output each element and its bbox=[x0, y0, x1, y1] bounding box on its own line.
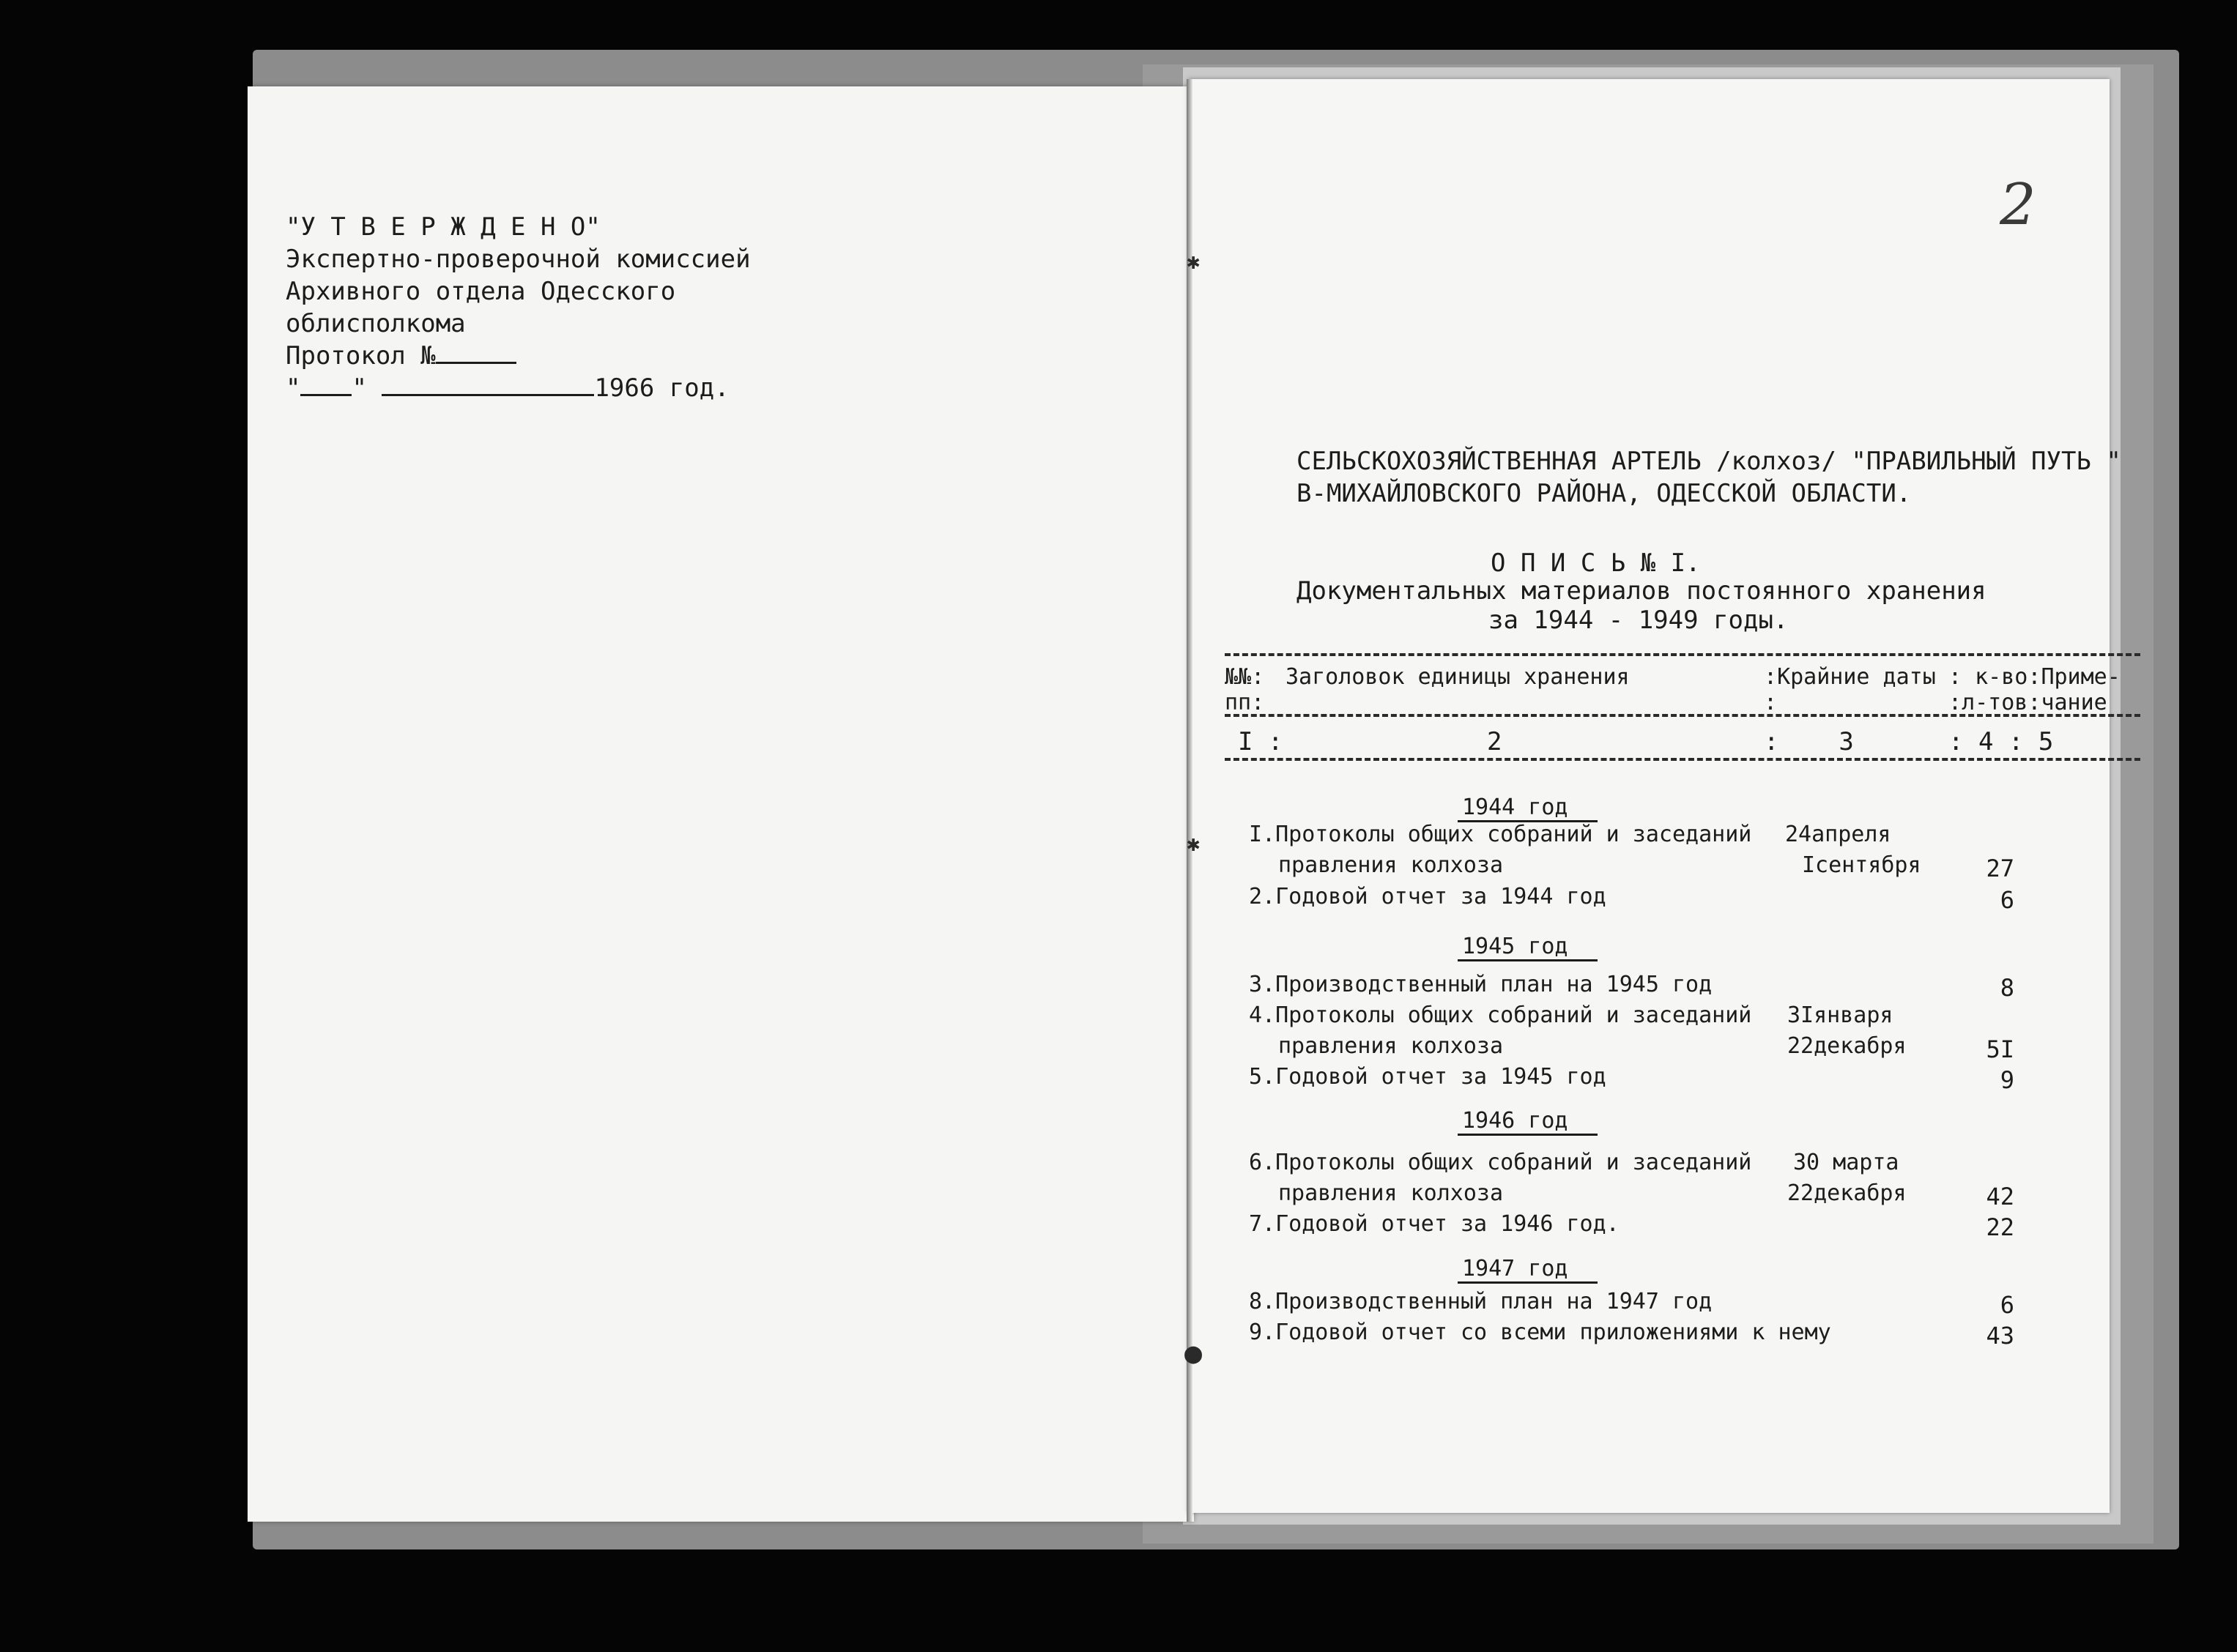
protocol-label: Протокол № bbox=[286, 341, 436, 371]
row-title-cont: правления колхоза bbox=[1278, 852, 1504, 878]
row-title-cont: правления колхоза bbox=[1278, 1033, 1504, 1059]
blank-field bbox=[300, 393, 352, 396]
protocol-line bbox=[286, 341, 516, 371]
table-row: 6.Протоколы общих собраний и заседаний bbox=[1249, 1150, 1752, 1175]
organization-district: В-МИХАЙЛОВСКОГО РАЙОНА, ОДЕССКОЙ ОБЛАСТИ. bbox=[1296, 479, 1912, 508]
table-rule bbox=[1225, 714, 2140, 717]
approval-line: Экспертно-проверочной комиссией bbox=[286, 245, 751, 274]
row-date-start: 3Iянваря bbox=[1787, 1002, 1893, 1028]
row-sheet-count: 9 bbox=[2000, 1066, 2014, 1094]
header-col1: №№: bbox=[1225, 664, 1265, 690]
approval-year: 1966 год. bbox=[594, 373, 730, 403]
inventory-subtitle: Документальных материалов постоянного хранения bbox=[1296, 576, 1986, 606]
table-rule bbox=[1225, 758, 2140, 761]
row-date-end: Iсентября bbox=[1802, 852, 1921, 878]
header-col4: : к-во:Приме- bbox=[1948, 664, 2121, 690]
header-col4: :л-тов:чание bbox=[1948, 690, 2107, 715]
staple-hole-icon: ✱ bbox=[1186, 249, 1201, 275]
table-row: 4.Протоколы общих собраний и заседаний bbox=[1249, 1002, 1752, 1028]
row-date-start: 30 марта bbox=[1793, 1150, 1899, 1175]
row-sheet-count: 6 bbox=[2000, 1291, 2014, 1319]
table-row: 3.Производственный план на 1945 год bbox=[1249, 972, 1713, 997]
row-sheet-count: 27 bbox=[1986, 855, 2014, 882]
quote-mark: " bbox=[286, 373, 301, 403]
header-separator: : bbox=[1764, 690, 1778, 715]
header-col2: Заголовок единицы хранения bbox=[1286, 664, 1630, 690]
inventory-title: О П И С Ь № I. bbox=[1491, 548, 1701, 578]
table-row: 9.Годовой отчет со всеми приложениями к нему bbox=[1249, 1320, 1831, 1345]
staple-hole-icon: ✱ bbox=[1186, 831, 1201, 857]
table-row: 2.Годовой отчет за 1944 год bbox=[1249, 884, 1606, 909]
folio-number: 2 bbox=[2000, 172, 2036, 238]
row-sheet-count: 43 bbox=[1986, 1322, 2014, 1350]
column-number: : 4 : 5 bbox=[1948, 727, 2054, 756]
blank-field bbox=[382, 393, 594, 396]
year-heading: 1945 год bbox=[1458, 934, 1598, 961]
row-sheet-count: 42 bbox=[1986, 1183, 2014, 1210]
column-number: : 3 bbox=[1764, 727, 1854, 756]
year-heading: 1947 год bbox=[1458, 1256, 1598, 1284]
approval-line: Архивного отдела Одесского bbox=[286, 277, 676, 306]
blank-field bbox=[436, 361, 516, 364]
approval-stamp: "У Т В Е Р Ж Д Е Н О" bbox=[286, 212, 601, 242]
quote-mark: " bbox=[352, 373, 367, 403]
row-sheet-count: 22 bbox=[1986, 1213, 2014, 1241]
table-row: 8.Производственный план на 1947 год bbox=[1249, 1289, 1713, 1314]
table-rule bbox=[1225, 653, 2140, 656]
row-sheet-count: 5I bbox=[1986, 1035, 2014, 1063]
row-date-start: 24апреля bbox=[1785, 822, 1891, 847]
approval-line: облисполкома bbox=[286, 309, 466, 338]
row-date-end: 22декабря bbox=[1787, 1180, 1907, 1206]
organization-name: СЕЛЬСКОХОЗЯЙСТВЕННАЯ АРТЕЛЬ /колхоз/ "ПРАВИЛЬНЫЙ ПУТЬ " bbox=[1296, 447, 2121, 476]
row-title-cont: правления колхоза bbox=[1278, 1180, 1504, 1206]
date-line bbox=[286, 373, 730, 403]
table-row: 7.Годовой отчет за 1946 год. bbox=[1249, 1211, 1620, 1237]
header-col1: пп: bbox=[1225, 690, 1265, 715]
row-sheet-count: 6 bbox=[2000, 886, 2014, 914]
page-gutter bbox=[1187, 79, 1192, 1522]
header-col3: :Крайние даты bbox=[1764, 664, 1936, 690]
column-number: 2 bbox=[1487, 727, 1502, 756]
table-row: I.Протоколы общих собраний и заседаний bbox=[1249, 822, 1752, 847]
year-heading: 1946 год bbox=[1458, 1108, 1598, 1136]
table-row: 5.Годовой отчет за 1945 год bbox=[1249, 1064, 1606, 1090]
column-number: I : bbox=[1238, 727, 1283, 756]
inventory-period: за 1944 - 1949 годы. bbox=[1488, 606, 1789, 635]
row-sheet-count: 8 bbox=[2000, 974, 2014, 1002]
row-date-end: 22декабря bbox=[1787, 1033, 1907, 1059]
year-heading: 1944 год bbox=[1458, 795, 1598, 822]
staple-icon: ● bbox=[1184, 1336, 1203, 1370]
